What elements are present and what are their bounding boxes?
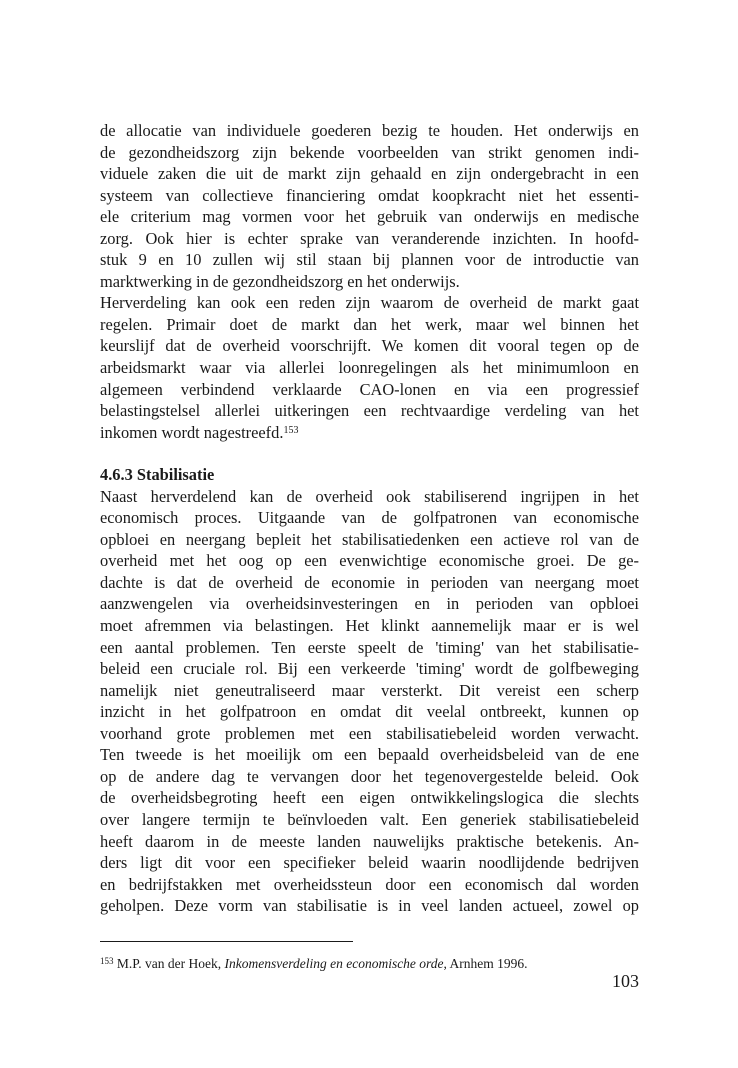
page-body: [100, 120, 639, 917]
text-line: Ten tweede is het moeilijk om een bepaald overheidsbeleid van de ene: [100, 745, 639, 765]
text-line: ders ligt dit voor een specifieker beleid waarin noodlijdende bedrijven: [100, 853, 639, 873]
text-line: systeem van collectieve financiering omdat koopkracht niet het essenti-: [100, 185, 639, 205]
text-line: namelijk niet geneutraliseerd maar versterkt. Dit vereist een scherp: [100, 680, 639, 700]
footnote-number: 153: [100, 956, 114, 966]
text-line: marktwerking in de gezondheidszorg en het onderwijs.: [100, 271, 460, 291]
page-number: 103: [612, 971, 639, 991]
text-line: heeft daarom in de meeste landen nauwelijks praktische betekenis. An-: [100, 831, 639, 851]
paragraph-redistribution: [100, 292, 639, 443]
text-line: arbeidsmarkt waar via allerlei loonregelingen als het minimumloon en: [100, 358, 639, 378]
text-line: overheid met het oog op een evenwichtige economische groei. De ge-: [100, 551, 639, 571]
text-line: keurslijf dat de overheid voorschrijft. We komen dit vooral tegen op de: [100, 336, 639, 356]
paragraph-stabilisation: [100, 486, 639, 917]
section-heading: 4.6.3 Stabilisatie: [100, 465, 215, 485]
text-line: en bedrijfstakken met overheidssteun door een economisch dal worden: [100, 874, 639, 894]
text-line: zorg. Ook hier is echter sprake van veranderende inzichten. In hoofd-: [100, 228, 639, 248]
paragraph-allocation: [100, 120, 639, 292]
text-line: belastingstelsel allerlei uitkeringen een rechtvaardige verdeling van het: [100, 401, 639, 421]
footnote-rest: , Arnhem 1996.: [443, 956, 528, 971]
text-line: moet afremmen via belastingen. Het klinkt aannemelijk maar er is wel: [100, 616, 639, 636]
text-line: opbloei en neergang bepleit het stabilisatiedenken een actieve rol van de: [100, 529, 639, 549]
footnote-title: Inkomensverdeling en economische orde: [224, 956, 444, 971]
text-line: voorhand grote problemen met een stabilisatiebeleid worden verwacht.: [100, 723, 639, 743]
text-line: inkomen wordt nagestreefd.: [100, 422, 284, 442]
text-line: algemeen verbindend verklaarde CAO-lonen en via een progressief: [100, 379, 639, 399]
footnote-divider: [100, 941, 353, 942]
text-line: economisch proces. Uitgaande van de golfpatronen van economische: [100, 508, 639, 528]
text-line: Herverdeling kan ook een reden zijn waarom de overheid de markt gaat: [100, 293, 639, 313]
text-line: geholpen. Deze vorm van stabilisatie is in veel landen actueel, zowel op: [100, 896, 639, 916]
text-line: de gezondheidszorg zijn bekende voorbeelden van strikt genomen indi-: [100, 142, 639, 162]
text-line: Naast herverdelend kan de overheid ook stabiliserend ingrijpen in het: [100, 486, 639, 506]
footnote-author: M.P. van der Hoek,: [116, 956, 225, 971]
text-line: regelen. Primair doet de markt dan het werk, maar wel binnen het: [100, 314, 639, 334]
text-line: aanzwengelen via overheidsinvesteringen en in perioden van opbloei: [100, 594, 639, 614]
footnote: [100, 955, 528, 973]
text-line: inzicht in het golfpatroon en omdat dit veelal ontbreekt, kunnen op: [100, 702, 639, 722]
text-line: een aantal problemen. Ten eerste speelt de 'timing' van het stabilisatie-: [100, 637, 639, 657]
text-line: over langere termijn te beïnvloeden valt. Een generiek stabilisatiebeleid: [100, 809, 639, 829]
text-line: beleid een cruciale rol. Bij een verkeerde 'timing' wordt de golfbeweging: [100, 659, 639, 679]
text-line: ele criterium mag vormen voor het gebruik van onderwijs en medische: [100, 207, 639, 227]
text-line: de allocatie van individuele goederen bezig te houden. Het onderwijs en: [100, 121, 639, 140]
footnote-reference[interactable]: 153: [283, 424, 299, 436]
text-line: de overheidsbegroting heeft een eigen ontwikkelingslogica die slechts: [100, 788, 639, 808]
text-line-with-footnote: [100, 422, 639, 444]
text-line: op de andere dag te vervangen door het tegenovergestelde beleid. Ook: [100, 766, 639, 786]
text-line: stuk 9 en 10 zullen wij stil staan bij plannen voor de introductie van: [100, 250, 639, 270]
text-line: dachte is dat de overheid de economie in perioden van neergang moet: [100, 572, 639, 592]
text-line: viduele zaken die uit de markt zijn gehaald en zijn ondergebracht in een: [100, 164, 639, 184]
